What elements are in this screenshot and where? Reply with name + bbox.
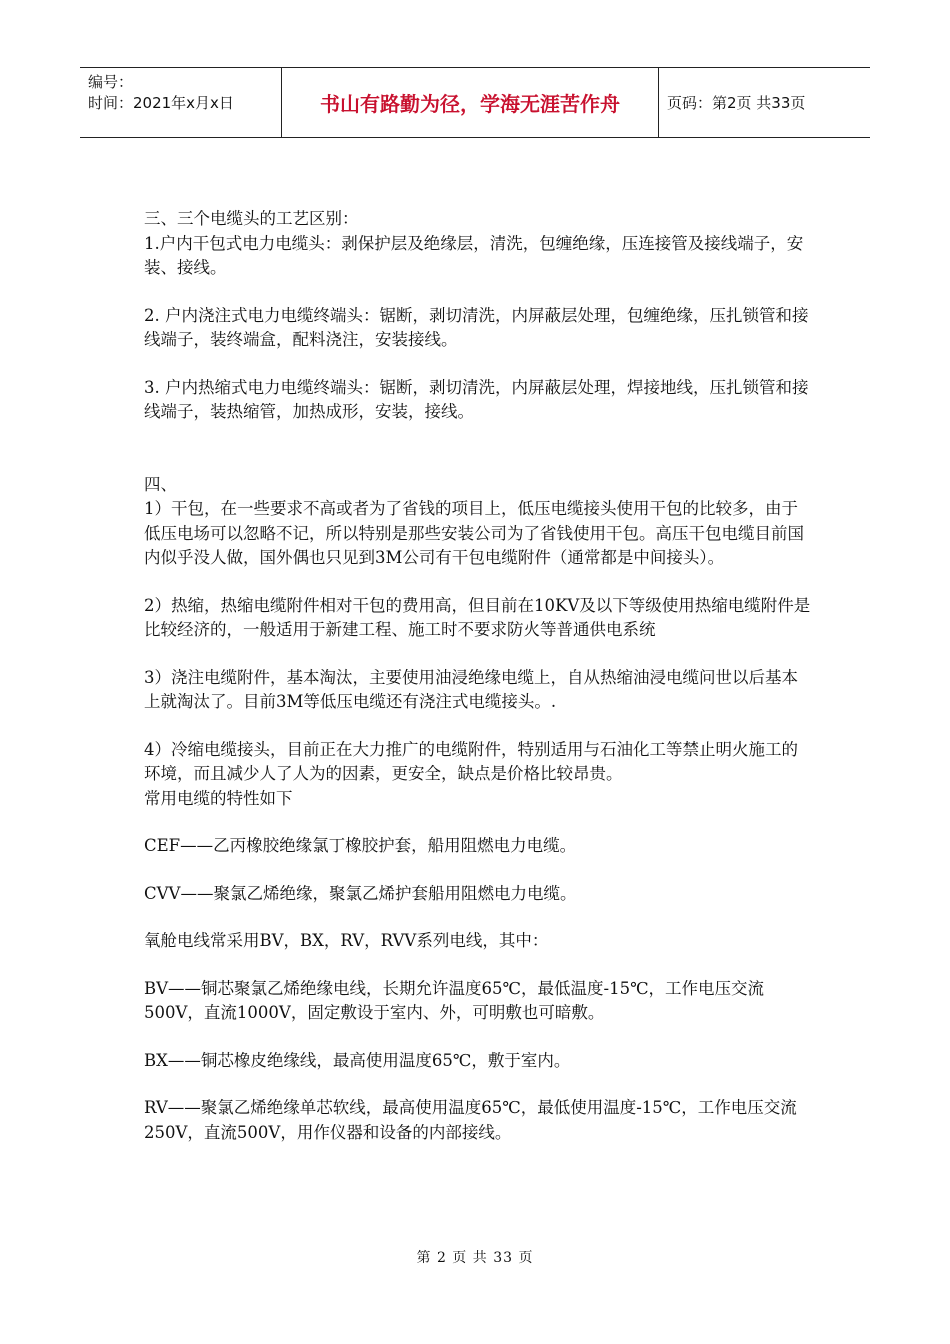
section-heading-4: 四、 — [144, 474, 177, 494]
header-page-info: 页码：第2页 共33页 — [667, 94, 806, 112]
paragraph: 2）热缩，热缩电缆附件相对干包的费用高，但目前在10KV及以下等级使用热缩电缆附件是比较经济的，一般适用于新建工程、施工时不要求防火等普通供电系统 — [144, 595, 811, 639]
header-motto: 书山有路勤为径，学海无涯苦作舟 — [282, 68, 659, 137]
section-heading-3: 三、三个电缆头的工艺区别： — [144, 209, 359, 228]
header-meta — [80, 68, 282, 137]
paragraph: 3）浇注电缆附件，基本淘汰，主要使用油浸绝缘电缆上，自从热缩油浸电缆问世以后基本上就淘汰了。目前3M等低压电缆还有浇注式电缆接头。. — [144, 667, 798, 711]
paragraph: 2. 户内浇注式电力电缆终端头：锯断，剥切清洗，内屏蔽层处理，包缠绝缘，压扎锁管和接线端子，装终端盒，配料浇注，安装接线。 — [144, 305, 809, 349]
paragraph: 1.户内干包式电力电缆头：剥保护层及绝缘层，清洗，包缠绝缘，压连接管及接线端子，安装、接线。 — [144, 233, 804, 277]
paragraph: RV——聚氯乙烯绝缘单芯软线，最高使用温度65℃，最低使用温度-15℃，工作电压交流250V，直流500V，用作仪器和设备的内部接线。 — [144, 1098, 797, 1142]
document-time: 时间：2021年x月x日 — [88, 94, 234, 112]
paragraph: BX——铜芯橡皮绝缘线，最高使用温度65℃，敷于室内。 — [144, 1050, 571, 1070]
paragraph: 常用电缆的特性如下 — [144, 788, 293, 808]
paragraph: CEF——乙丙橡胶绝缘氯丁橡胶护套，船用阻燃电力电缆。 — [144, 836, 577, 855]
page-footer: 第 2 页 共 33 页 — [416, 1250, 534, 1266]
paragraph: CVV——聚氯乙烯绝缘，聚氯乙烯护套船用阻燃电力电缆。 — [144, 883, 577, 903]
paragraph: 氧舱电线常采用BV，BX，RV，RVV系列电线，其中： — [144, 931, 549, 950]
paragraph: 3. 户内热缩式电力电缆终端头：锯断，剥切清洗，内屏蔽层处理，焊接地线，压扎锁管和接线端子，装热缩管，加热成形，安装，接线。 — [144, 377, 809, 421]
document-body — [144, 207, 814, 1168]
paragraph: 4）冷缩电缆接头，目前正在大力推广的电缆附件，特别适用与石油化工等禁止明火施工的环境，而且减少人了人为的因素，更安全，缺点是价格比较昂贵。 — [144, 739, 798, 783]
paragraph: BV——铜芯聚氯乙烯绝缘电线，长期允许温度65℃，最低温度-15℃，工作电压交流500V，直流1000V，固定敷设于室内、外，可明敷也可暗敷。 — [144, 978, 765, 1022]
paragraph: 1）干包，在一些要求不高或者为了省钱的项目上，低压电缆接头使用干包的比较多，由于低压电场可以忽略不记，所以特别是那些安装公司为了省钱使用干包。高压干包电缆目前国内似乎没人做，国外偶也只见到3M公司有干包电缆附件（通常都是中间接头）。 — [144, 499, 804, 567]
document-number-label: 编号： — [88, 73, 134, 91]
page-header — [80, 67, 870, 138]
